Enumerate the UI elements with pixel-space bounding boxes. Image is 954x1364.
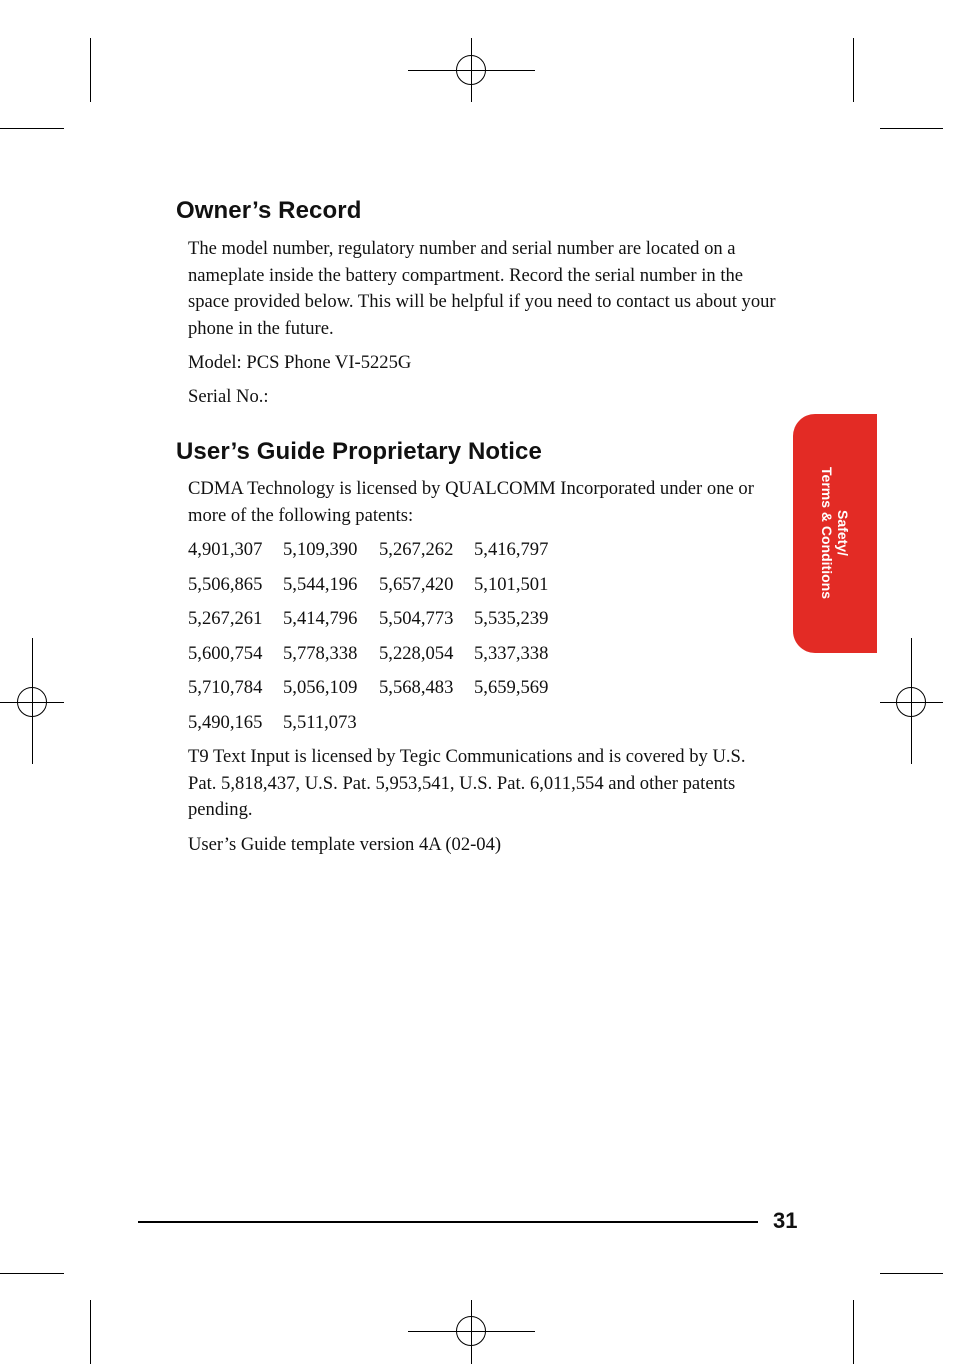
footer-rule	[138, 1221, 758, 1223]
patent-number: 5,228,054	[379, 643, 454, 664]
section-tab-label	[819, 467, 851, 599]
owners-record-body: The model number, regulatory number and serial number are located on a nameplate inside the battery compartment. Record the serial number in the space provided below. This will be helpful if you need to contact us about your phone in the future.	[188, 238, 776, 339]
serial-line: Serial No.:	[188, 386, 269, 407]
patent-number: 5,535,239	[474, 608, 549, 629]
crop-mark	[880, 128, 943, 129]
crop-mark	[90, 38, 91, 102]
registration-circle-icon	[456, 1316, 486, 1346]
section-tab-line: Safety/	[835, 510, 851, 556]
patent-number: 5,778,338	[283, 643, 358, 664]
registration-circle-icon	[456, 55, 486, 85]
patent-number: 5,056,109	[283, 677, 358, 698]
crop-mark	[0, 128, 64, 129]
patent-row	[188, 572, 564, 598]
registration-circle-icon	[896, 687, 926, 717]
patent-row	[188, 537, 564, 563]
crop-mark	[880, 1273, 943, 1274]
patent-number: 5,657,420	[379, 574, 454, 595]
patent-number: 5,506,865	[188, 574, 263, 595]
patent-row	[188, 710, 379, 736]
registration-circle-icon	[17, 687, 47, 717]
patent-number: 5,659,569	[474, 677, 549, 698]
patent-row	[188, 641, 564, 667]
patent-number: 5,490,165	[188, 712, 263, 733]
patent-number: 5,511,073	[283, 712, 357, 733]
crop-mark	[90, 1300, 91, 1364]
patent-number: 5,504,773	[379, 608, 454, 629]
crop-mark	[0, 1273, 64, 1274]
patent-number: 5,600,754	[188, 643, 263, 664]
patent-number: 5,101,501	[474, 574, 549, 595]
patent-number: 5,568,483	[379, 677, 454, 698]
patent-number: 5,416,797	[474, 539, 549, 560]
patent-number: 5,337,338	[474, 643, 549, 664]
patent-number: 5,267,261	[188, 608, 263, 629]
patent-row	[188, 675, 564, 701]
cdma-intro: CDMA Technology is licensed by QUALCOMM Incorporated under one or more of the following patents:	[188, 478, 754, 526]
owners-record-heading: Owner’s Record	[176, 197, 362, 224]
t9-notice: T9 Text Input is licensed by Tegic Communications and is covered by U.S. Pat. 5,818,437, U.S. Pat. 5,953,541, U.S. Pat. 6,011,554 and other patents pending.	[188, 746, 746, 820]
section-tab-line: Terms & Conditions	[819, 467, 835, 599]
patent-row	[188, 606, 564, 632]
page-number: 31	[773, 1208, 798, 1233]
patent-number: 5,109,390	[283, 539, 358, 560]
crop-mark	[853, 1300, 854, 1364]
model-line: Model: PCS Phone VI-5225G	[188, 352, 412, 373]
patent-number: 4,901,307	[188, 539, 263, 560]
patent-number: 5,710,784	[188, 677, 263, 698]
template-version: User’s Guide template version 4A (02-04)	[188, 834, 502, 855]
crop-mark	[853, 38, 854, 102]
patent-number: 5,267,262	[379, 539, 454, 560]
patent-number: 5,414,796	[283, 608, 358, 629]
patent-number: 5,544,196	[283, 574, 358, 595]
proprietary-notice-heading: User’s Guide Proprietary Notice	[176, 438, 542, 465]
